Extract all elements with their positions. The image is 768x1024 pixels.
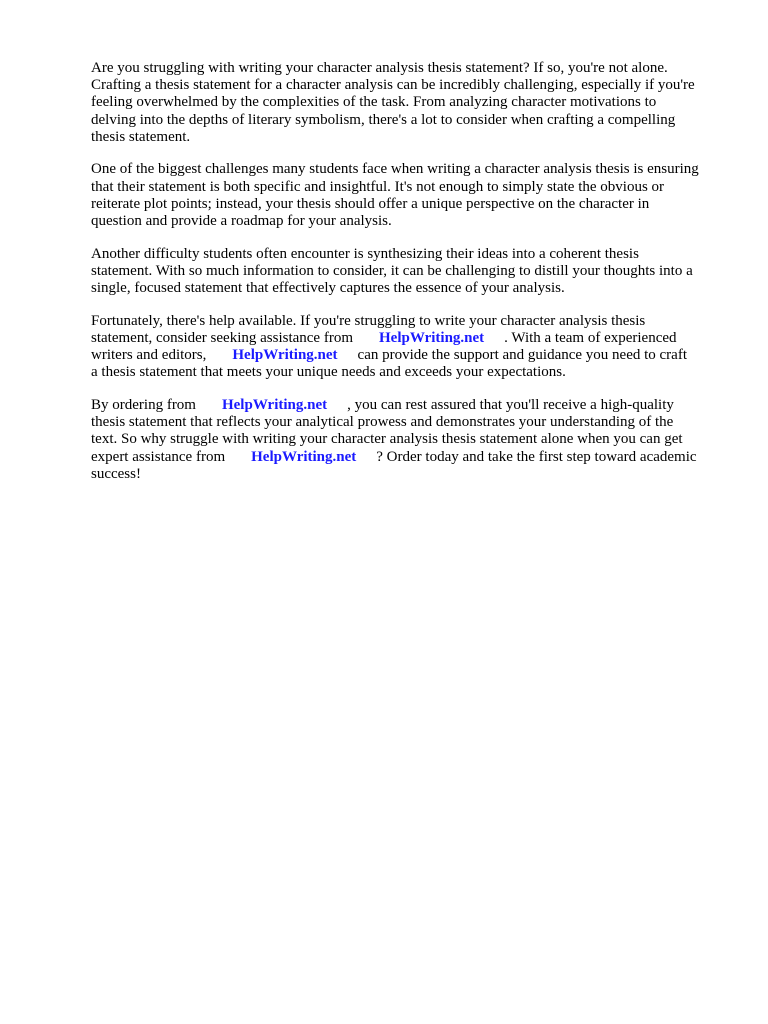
text-line: Are you struggling with writing your character analysis thesis statement? If so, you're not alone. [91,60,668,76]
text-span: statement, consider seeking assistance from [91,329,354,346]
paragraph-help [91,313,723,382]
helpwriting-link[interactable]: HelpWriting.net [221,397,328,413]
text-line [91,330,723,347]
text-line: feeling overwhelmed by the complexities of the task. From analyzing character motivations to [91,94,657,111]
text-line: reiterate plot points; instead, your thesis should offer a unique perspective on the character in [91,195,650,212]
text-span: By ordering from [91,397,196,413]
paragraph-challenges [91,161,723,230]
paragraph-ordering [91,397,723,483]
text-span: ? Order today and take the first step toward academic [376,448,697,465]
text-line: success! [91,465,141,482]
text-line: thesis statement that reflects your analytical prowess and demonstrates your understanding of the [91,414,674,431]
text-line: thesis statement. [91,128,191,145]
text-line: Another difficulty students often encounter is synthesizing their ideas into a coherent thesis [91,245,639,262]
helpwriting-link[interactable]: HelpWriting.net [232,347,338,364]
paragraph-difficulty [91,246,723,298]
text-line: Crafting a thesis statement for a character analysis can be incredibly challenging, especially if you're [91,77,695,94]
text-line [91,397,723,414]
text-line: that their statement is both specific and insightful. It's not enough to simply state the obvious or [91,178,665,195]
text-line [91,449,723,466]
text-line: delving into the depths of literary symbolism, there's a lot to consider when crafting a compelling [91,111,676,128]
text-line [91,347,723,364]
text-span: , you can rest assured that you'll receive a high-quality [347,397,674,413]
text-line: question and provide a roadmap for your analysis. [91,213,392,229]
text-span: writers and editors, [91,347,207,364]
text-span: can provide the support and guidance you need to craft [357,347,687,364]
text-span: expert assistance from [91,448,226,465]
text-line: a thesis statement that meets your unique needs and exceeds your expectations. [91,364,566,381]
text-line: text. So why struggle with writing your character analysis thesis statement alone when you can get [91,431,683,448]
text-line: Fortunately, there's help available. If you're struggling to write your character analysis thesis [91,312,646,329]
helpwriting-link[interactable]: HelpWriting.net [379,329,485,346]
helpwriting-link[interactable]: HelpWriting.net [251,448,357,465]
text-line: One of the biggest challenges many students face when writing a character analysis thesis is ensuring [91,161,699,178]
text-line: single, focused statement that effectively captures the essence of your analysis. [91,280,565,297]
document-page [91,60,723,483]
text-line: statement. With so much information to consider, it can be challenging to distill your thoughts into a [91,262,693,279]
paragraph-intro [91,60,723,146]
text-span: . With a team of experienced [504,329,677,346]
